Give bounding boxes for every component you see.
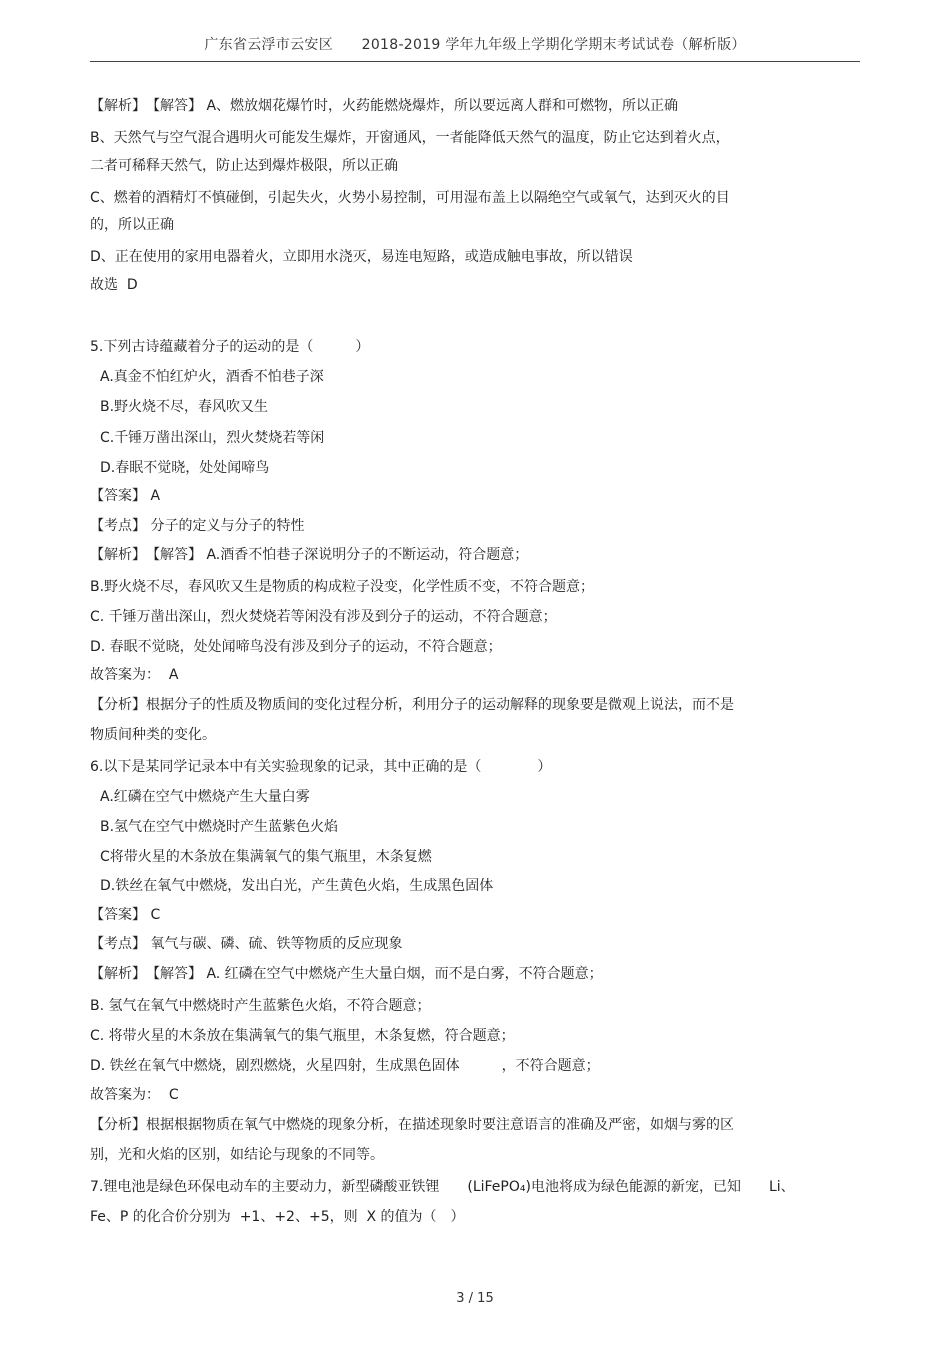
- text-line: D. 春眠不觉晓，处处闻啼鸟没有涉及到分子的运动，不符合题意；: [90, 639, 502, 655]
- text-line: 【解析】 【解答】 A、燃放烟花爆竹时，火药能燃烧爆炸，所以要远离人群和可燃物，所以正确: [90, 98, 679, 114]
- page-number: 3 / 15: [456, 1291, 494, 1306]
- answer-line: 【答案】 A: [90, 488, 161, 504]
- question-6: 6.以下是某同学记录本中有关实验现象的记录，其中正确的是（ ）: [90, 759, 552, 775]
- option-d: D.铁丝在氧气中燃烧，发出白光，产生黄色火焰，生成黑色固体: [100, 878, 494, 894]
- option-b: B.氢气在空气中燃烧时产生蓝紫色火焰: [100, 819, 339, 835]
- answer-summary: 故答案为： A: [90, 667, 179, 683]
- text-line: 故选 D: [90, 277, 138, 293]
- text-line: C、燃着的酒精灯不慎碰倒，引起失火，火势小易控制，可用湿布盖上以隔绝空气或氧气，达到灭火的目: [90, 190, 730, 206]
- answer-line: 【答案】 C: [90, 907, 161, 923]
- topic-line: 【考点】 氧气与碳、磷、硫、铁等物质的反应现象: [90, 936, 403, 952]
- text-line: B.野火烧不尽，春风吹又生是物质的构成粒子没变，化学性质不变，不符合题意；: [90, 579, 595, 595]
- topic-line: 【考点】 分子的定义与分子的特性: [90, 518, 305, 534]
- text-line: B. 氢气在氧气中燃烧时产生蓝紫色火焰，不符合题意；: [90, 998, 431, 1014]
- text-line: 物质间种类的变化。: [90, 727, 216, 743]
- explanation-line: 【分析】根据分子的性质及物质间的变化过程分析，利用分子的运动解释的现象要是微观上说法，而不是: [90, 697, 734, 713]
- question-7: 7.锂电池是绿色环保电动车的主要动力，新型磷酸亚铁锂 (LiFePO₄)电池将成为绿色能源的新宠，已知 Li、: [90, 1179, 795, 1195]
- text-line: D、正在使用的家用电器着火，立即用水浇灭，易连电短路，或造成触电事故，所以错误: [90, 249, 633, 265]
- option-a: A.红磷在空气中燃烧产生大量白雾: [100, 789, 310, 805]
- text-line: B、天然气与空气混合遇明火可能发生爆炸，开窗通风，一者能降低天然气的温度，防止它达到着火点，: [90, 130, 730, 146]
- page-header: 广东省云浮市云安区 2018-2019 学年九年级上学期化学期末考试试卷（解析版）: [204, 37, 746, 53]
- text-line: C. 千锤万凿出深山，烈火焚烧若等闲没有涉及到分子的运动，不符合题意；: [90, 609, 557, 625]
- analysis-line: 【解析】 【解答】 A. 红磷在空气中燃烧产生大量白烟，而不是白雾，不符合题意；: [90, 966, 603, 982]
- option-c: C.千锤万凿出深山，烈火焚烧若等闲: [100, 430, 325, 446]
- text-line: 二者可稀释天然气，防止达到爆炸极限，所以正确: [90, 158, 398, 174]
- option-b: B.野火烧不尽，春风吹又生: [100, 399, 269, 415]
- text-line: Fe、P 的化合价分别为 +1、+2、+5，则 X 的值为（ ）: [90, 1209, 465, 1225]
- option-c: C将带火星的木条放在集满氧气的集气瓶里，木条复燃: [100, 849, 432, 865]
- header-divider: [90, 61, 860, 62]
- explanation-line: 【分析】根据根据物质在氧气中燃烧的现象分析，在描述现象时要注意语言的准确及严密，如烟与雾的区: [90, 1117, 734, 1133]
- analysis-line: 【解析】 【解答】 A.酒香不怕巷子深说明分子的不断运动，符合题意；: [90, 547, 529, 563]
- text-line: 别，光和火焰的区别，如结论与现象的不同等。: [90, 1147, 384, 1163]
- option-d: D.春眠不觉晓，处处闻啼鸟: [100, 460, 270, 476]
- text-line: 的，所以正确: [90, 217, 174, 233]
- answer-summary: 故答案为： C: [90, 1087, 179, 1103]
- text-line: D. 铁丝在氧气中燃烧，剧烈燃烧，火星四射，生成黑色固体 ，不符合题意；: [90, 1058, 600, 1074]
- option-a: A.真金不怕红炉火，酒香不怕巷子深: [100, 369, 324, 385]
- text-line: C. 将带火星的木条放在集满氧气的集气瓶里，木条复燃，符合题意；: [90, 1028, 515, 1044]
- question-5: 5.下列古诗蕴藏着分子的运动的是（ ）: [90, 339, 370, 355]
